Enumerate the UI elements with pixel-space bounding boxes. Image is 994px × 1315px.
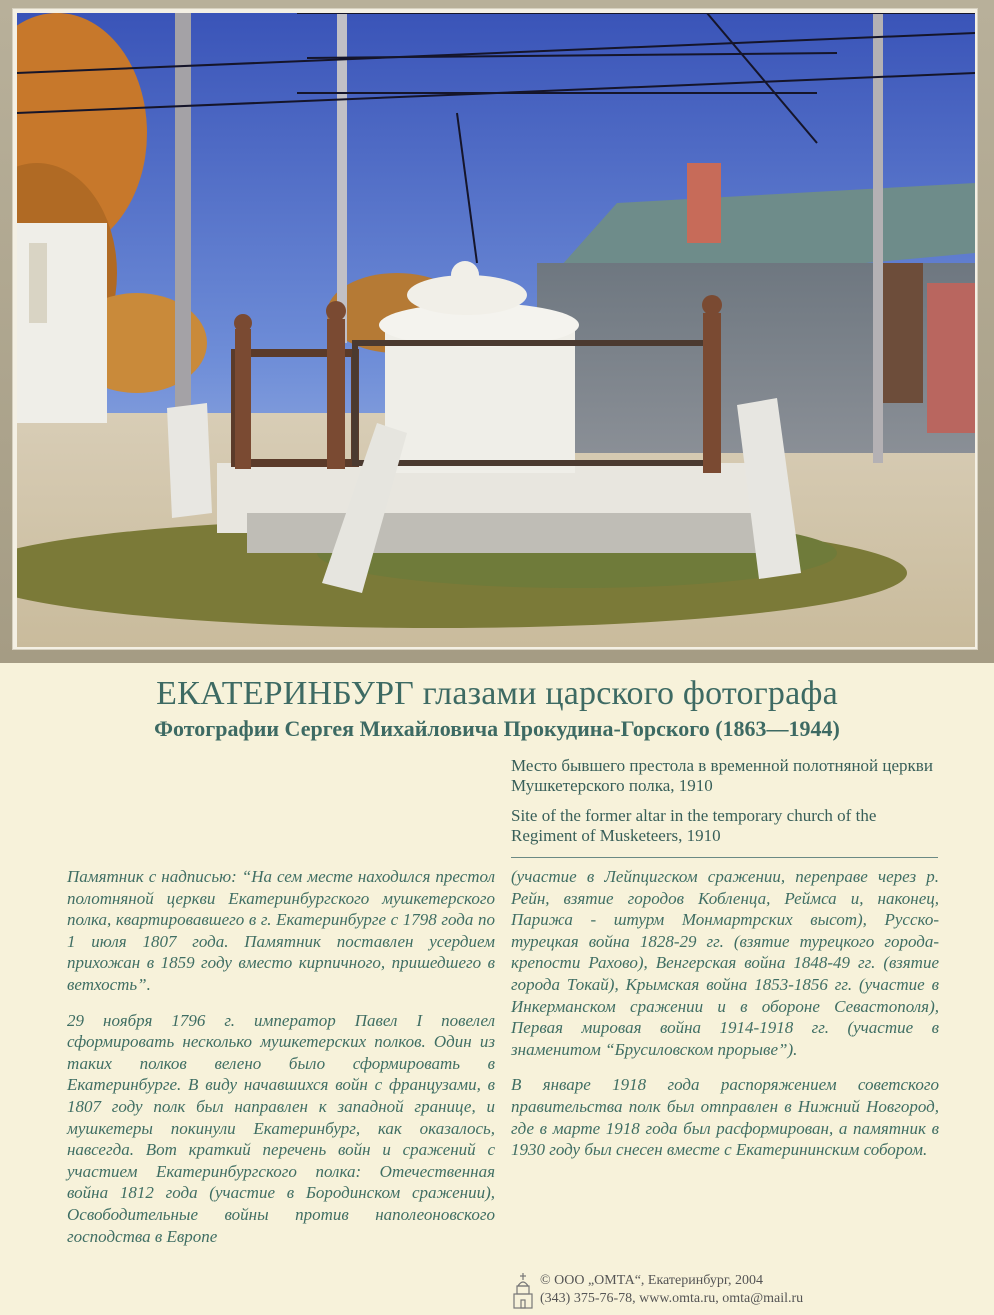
photo-frame: [12, 8, 978, 650]
photo-caption-ru: Место бывшего престола в временной полотняной церкви Мушкетерского полка, 1910: [511, 756, 933, 795]
body-column-left: [67, 866, 495, 1261]
body-paragraph: (участие в Лейпцигском сражении, переправе через р. Рейн, взятие городов Кобленца, Реймса и, наконец, Парижа - штурм Монмартрских высот), Русско-турецкая война 1828-29 гг. (взятие турецкого города-крепости Рахово), Венгерская война 1848-49 гг. (взятие города Токай), Крымская война 1853-1856 гг. (участие в Инкерманском сражении и в обороне Севастополя), Первая мировая война 1914-1918 гг. (участие в знаменитом “Брусиловском прорыве”).: [511, 867, 939, 1059]
footer-contacts: (343) 375-76-78, www.omta.ru, omta@mail.ru: [540, 1291, 804, 1306]
caption-divider: [511, 857, 938, 858]
body-paragraph: 29 ноября 1796 г. император Павел I повелел сформировать несколько мушкетерских полков. Один из таких полков велено было сформировать в Екатеринбурге. В виду начавшихся войн с французами, в 1807 году полк был направлен к западной границе, и мушкетеры покинули Екатеринбург, как оказалось, навсегда. Вот краткий перечень войн и сражений с участием Екатеринбургского полка: Отечественная война 1812 года (участие в Бородинском сражении), Освободительные войны против наполеоновского господства в Европе: [67, 1010, 495, 1246]
footer-copyright: © ООО „ОМТА“, Екатеринбург, 2004: [540, 1273, 763, 1288]
publisher-footer: [512, 1272, 932, 1312]
footer-text: [540, 1272, 803, 1308]
body-column-right: [511, 866, 939, 1175]
page-subtitle: Фотографии Сергея Михайловича Прокудина-Горского (1863—1944): [154, 716, 840, 741]
page-title: [0, 674, 994, 714]
body-paragraph: В январе 1918 года распоряжением советского правительства полк был отправлен в Нижний Новгород, где в марте 1918 года был расформирован, а памятник в 1930 году был снесен вместе с Екатерининским собором.: [511, 1075, 939, 1160]
title-rest: глазами царского фотографа: [422, 675, 838, 712]
body-paragraph: Памятник с надписью: “На сем месте находился престол полотняной церкви Екатеринбургского мушкетерского полка, квартировавшего в г. Екатеринбурге с 1798 года по 1 июля 1807 года. Памятник поставлен усердием прихожан в 1859 году вместо кирпичного, пришедшего в ветхость”.: [67, 867, 495, 994]
church-icon: [512, 1272, 534, 1310]
title-city: ЕКАТЕРИНБУРГ: [156, 675, 415, 712]
photo-caption-en: Site of the former altar in the temporary church of the Regiment of Musketeers, 1910: [511, 806, 877, 845]
historic-photograph: [17, 13, 975, 647]
